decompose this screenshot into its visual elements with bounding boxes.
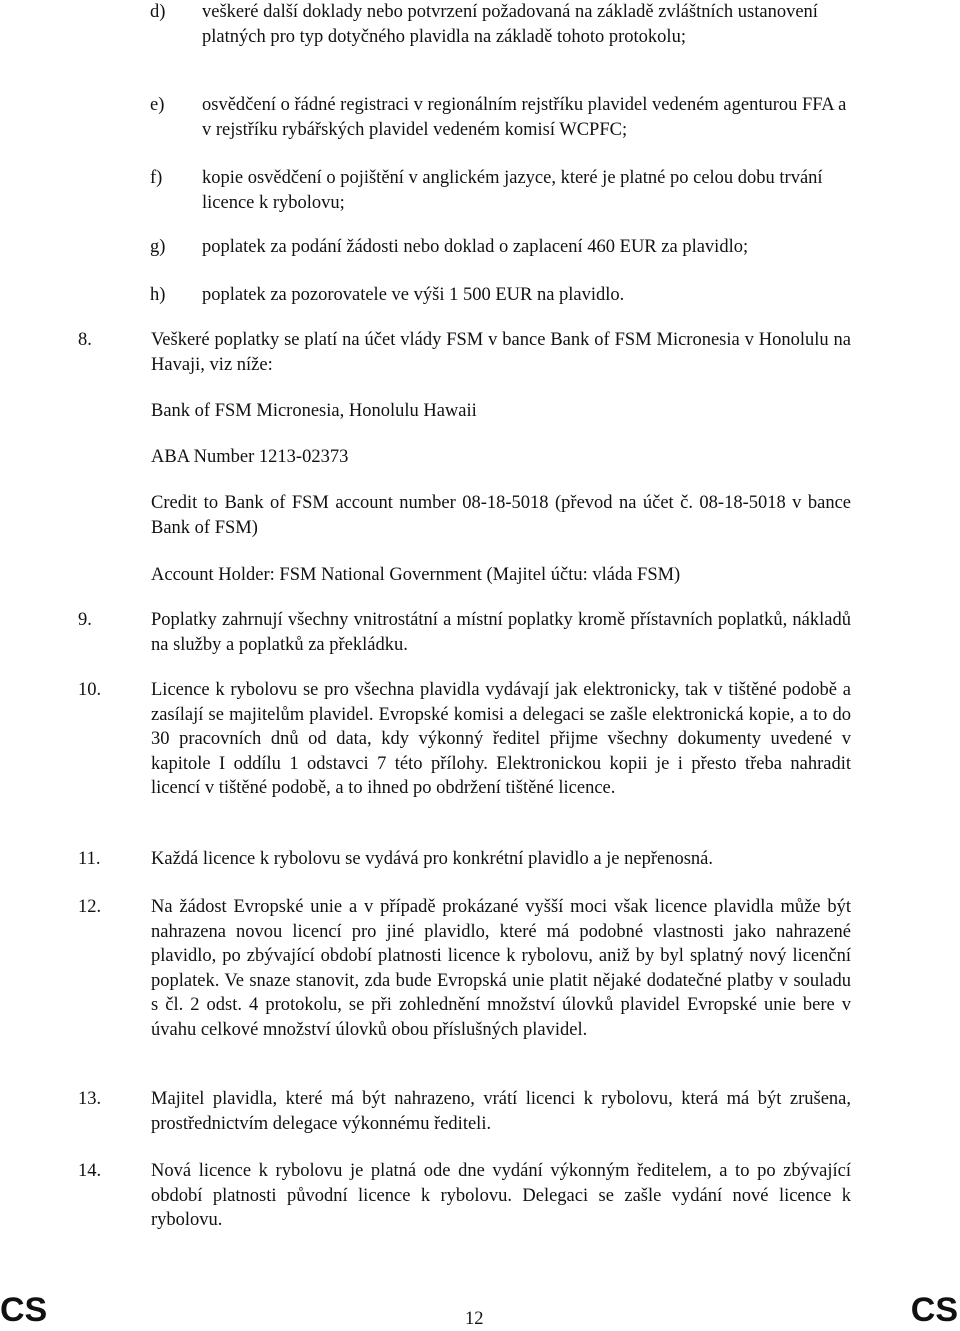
item-label: d) xyxy=(150,2,166,22)
paragraph-text: Každá licence k rybolovu se vydává pro konkrétní plavidlo a je nepřenosná. xyxy=(151,849,714,869)
item-text: osvědčení o řádné registraci v regionálním rejstříku plavidel vedeném agenturou FFA a v rejstříku rybářských plavidel vedeném komisí WCPFC; xyxy=(202,95,847,140)
item-text: kopie osvědčení o pojištění v anglickém jazyce, které je platné po celou dobu trvání licence k rybolovu; xyxy=(202,168,823,213)
paragraph-9 xyxy=(78,608,851,657)
paragraph-text: Poplatky zahrnují všechny vnitrostátní a místní poplatky kromě přístavních poplatků, nákladů na služby a poplatků za překládku. xyxy=(151,610,851,655)
paragraph-number: 13. xyxy=(78,1089,102,1109)
paragraph-text: Licence k rybolovu se pro všechna plavidla vydávají jak elektronicky, tak v tištěné podobě a zasílají se majitelům plavidel. Evropské komisi a delegaci se zašle elektronická kopie, a to do 30 pracovních dnů od data, kdy výkonný ředitel přijme všechny dokumenty uvedené v kapitole I oddílu 1 odstavci 7 této přílohy. Elektronickou kopii je i přesto třeba nahradit licencí v tištěné podobě, a to ihned po obdržení tištěné licence. xyxy=(151,680,851,798)
credit-account: Credit to Bank of FSM account number 08-18-5018 (převod na účet č. 08-18-5018 v bance Bank of FSM) xyxy=(151,493,851,538)
paragraph-text: Veškeré poplatky se platí na účet vlády FSM v bance Bank of FSM Micronesia v Honolulu na Havaji, viz níže: xyxy=(151,330,851,375)
item-label: f) xyxy=(150,168,163,188)
paragraph-text: Na žádost Evropské unie a v případě prokázané vyšší moci však licence plavidla může být nahrazena novou licencí pro jiné plavidlo, které má podobné vlastnosti jako nahrazené plavidlo, po zbývající období platnosti licence k rybolovu, aniž by byl splatný nový licenční poplatek. Ve snaze stanovit, zda bude Evropská unie platit nějaké dodatečné platby v souladu s čl. 2 odst. 4 protokolu, se při zohlednění množství úlovků plavidel Evropské unie bere v úvahu celkové množství úlovků obou příslušných plavidel. xyxy=(151,897,851,1040)
paragraph-number: 9. xyxy=(78,610,92,630)
item-text: poplatek za pozorovatele ve výši 1 500 EUR na plavidlo. xyxy=(202,285,625,305)
paragraph-10 xyxy=(78,678,851,801)
paragraph-number: 12. xyxy=(78,897,102,917)
paragraph-number: 14. xyxy=(78,1161,102,1181)
paragraph-13 xyxy=(78,1087,851,1136)
item-label: e) xyxy=(150,95,165,115)
item-label: h) xyxy=(150,285,166,305)
bank-name: Bank of FSM Micronesia, Honolulu Hawaii xyxy=(151,401,477,421)
paragraph-number: 10. xyxy=(78,680,102,700)
paragraph-text: Majitel plavidla, které má být nahrazeno, vrátí licenci k rybolovu, která má být zrušena, prostřednictvím delegace výkonnému řediteli. xyxy=(151,1089,851,1134)
item-text: poplatek za podání žádosti nebo doklad o zaplacení 460 EUR za plavidlo; xyxy=(202,237,749,257)
page-number: 12 xyxy=(465,1309,484,1329)
language-code-right: CS xyxy=(910,1291,958,1329)
account-holder: Account Holder: FSM National Government (Majitel účtu: vláda FSM) xyxy=(151,565,681,585)
paragraph-11 xyxy=(78,847,851,872)
item-text: veškeré další doklady nebo potvrzení požadovaná na základě zvláštních ustanovení platných pro typ dotyčného plavidla na základě tohoto protokolu; xyxy=(202,2,818,47)
paragraph-number: 11. xyxy=(78,849,101,869)
paragraph-text: Nová licence k rybolovu je platná ode dne vydání výkonným ředitelem, a to po zbývající období platnosti původní licence k rybolovu. Delegaci se zašle vydání nové licence k rybolovu. xyxy=(151,1161,851,1230)
paragraph-12 xyxy=(78,895,851,1042)
paragraph-number: 8. xyxy=(78,330,92,350)
paragraph-8 xyxy=(78,328,851,377)
aba-number: ABA Number 1213-02373 xyxy=(151,447,349,467)
item-label: g) xyxy=(150,237,166,257)
language-code-left: CS xyxy=(0,1291,48,1329)
paragraph-14 xyxy=(78,1159,851,1233)
